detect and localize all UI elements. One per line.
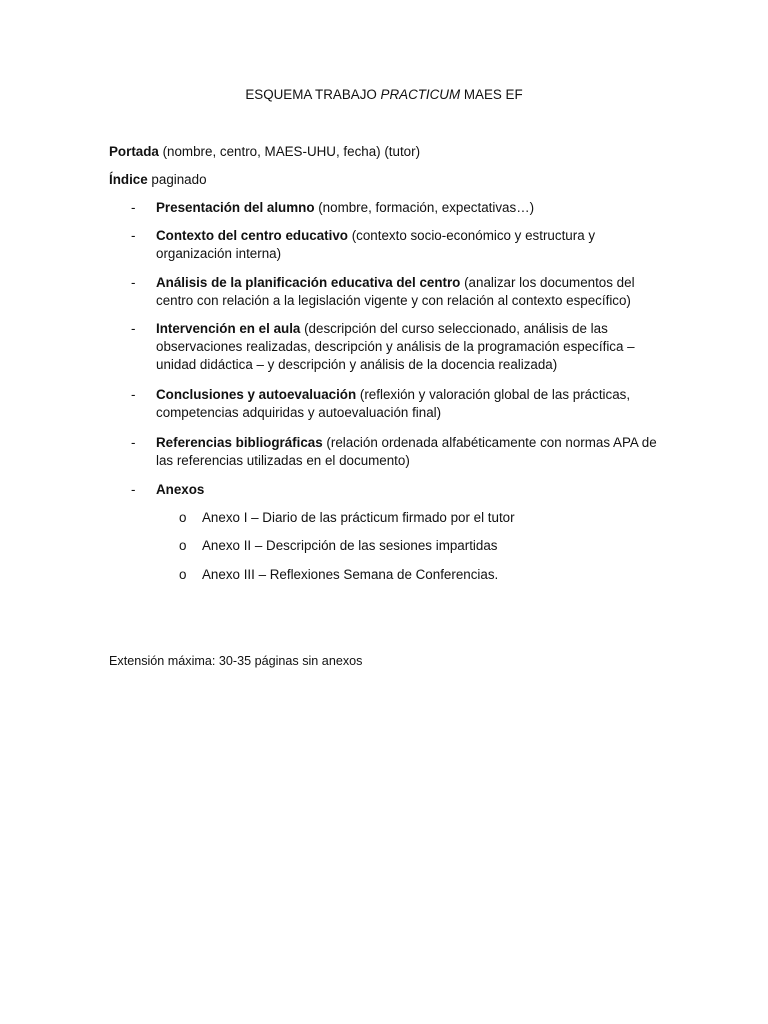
document-page: ESQUEMA TRABAJO PRACTICUM MAES EF Portada (nombre, centro, MAES-UHU, fecha) (tutor) Índice paginado - Presentación del alumno (nombre, formación, expectativas…) - Contexto del centro educativo (contexto socio-económico y estructura y organización interna) - Análisis de la planificación educativa del centro (analizar los documentos del centro con relación a la legislación vigente y con relación al contexto específico) - Intervención en el aula (descripción del curso seleccionado, análisis de las observaciones realizadas, descripción y análisis de la programación específica – unidad didáctica – y descripción y análisis de la docencia realizada) - Conclusiones y autoevaluación (reflexión y valoración global de las prácticas, competencias adquiridas y autoevaluación final) - Referencias bibliográficas (relación ordenada alfabéticamente con normas APA de las referencias utilizadas en el documento) - Anexos o Anexo I – Diario de las prácticum firmado por el tutor o Anexo II – Descripción de las sesiones impartidas o Anexo III – Reflexiones Semana de Conferencias. Extensión máxima: 30-35 páginas sin anexos — [0, 0, 768, 1024]
extension-note: Extensión máxima: 30-35 páginas sin anexos — [109, 654, 363, 668]
portada-line: Portada (nombre, centro, MAES-UHU, fecha) (tutor) — [109, 144, 421, 159]
indice-line: Índice paginado — [109, 172, 207, 187]
document-title: ESQUEMA TRABAJO PRACTICUM MAES EF — [245, 87, 523, 102]
